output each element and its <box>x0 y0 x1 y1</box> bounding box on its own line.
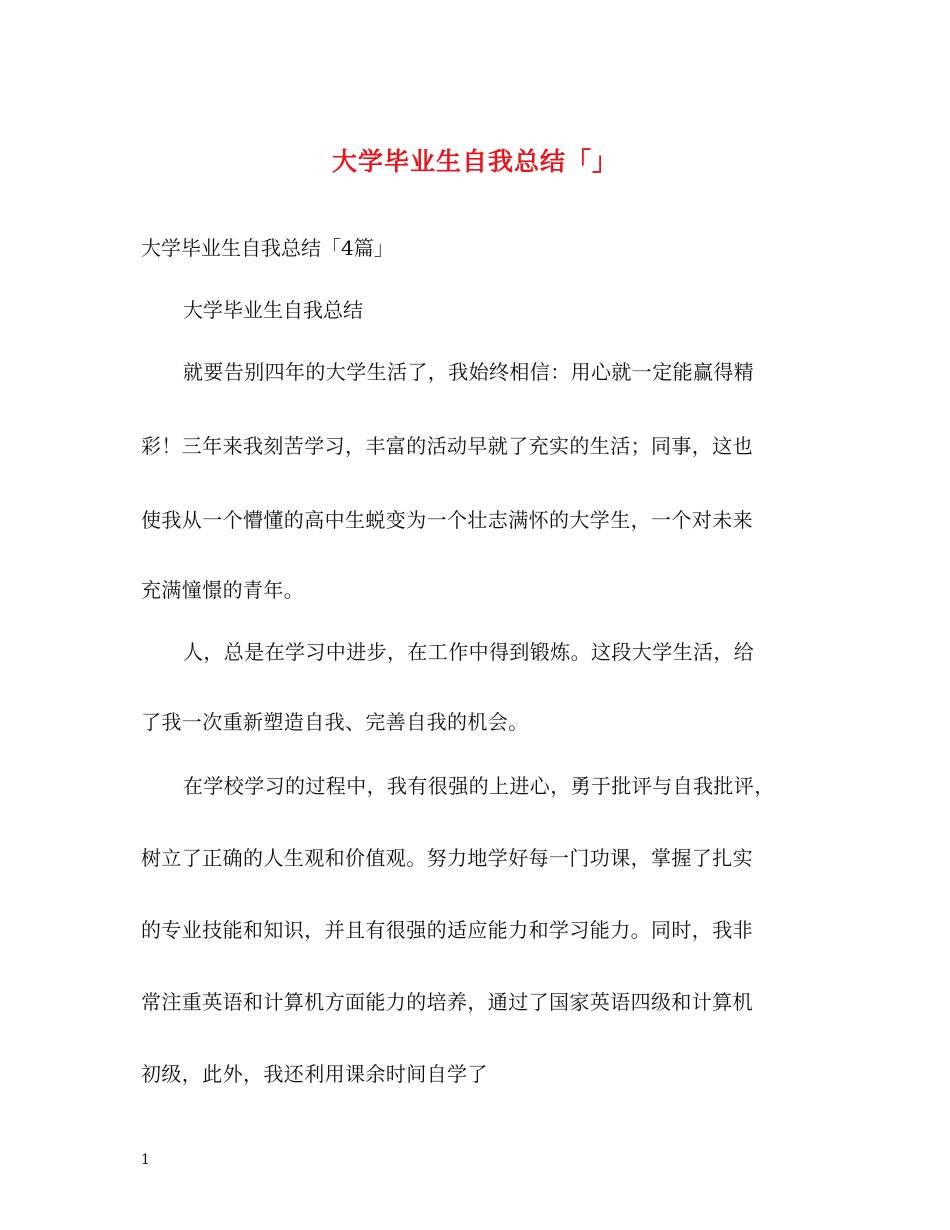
body-line: 在学校学习的过程中，我有很强的上进心，勇于批评与自我批评， <box>183 774 775 798</box>
body-line: 彩！三年来我刻苦学习，丰富的活动早就了充实的生活；同事，这也 <box>141 434 753 458</box>
body-line: 了我一次重新塑造自我、完善自我的机会。 <box>141 710 529 734</box>
body-line: 充满憧憬的青年。 <box>141 578 305 602</box>
body-line: 就要告别四年的大学生活了，我始终相信：用心就一定能赢得精 <box>183 360 755 384</box>
body-line: 人，总是在学习中进步，在工作中得到锻炼。这段大学生活，给 <box>183 640 755 664</box>
body-line: 树立了正确的人生观和价值观。努力地学好每一门功课，掌握了扎实 <box>141 846 753 870</box>
body-line: 的专业技能和知识，并且有很强的适应能力和学习能力。同时，我非 <box>141 918 753 942</box>
page-number: 1 <box>141 1152 150 1168</box>
body-line: 使我从一个懵懂的高中生蜕变为一个壮志满怀的大学生，一个对未来 <box>141 508 753 532</box>
body-line: 初级，此外，我还利用课余时间自学了 <box>141 1062 488 1086</box>
document-subtitle: 大学毕业生自我总结「4篇」 <box>141 236 394 260</box>
section-heading: 大学毕业生自我总结 <box>183 298 363 322</box>
body-line: 常注重英语和计算机方面能力的培养，通过了国家英语四级和计算机 <box>141 990 753 1014</box>
document-title: 大学毕业生自我总结「」 <box>331 147 618 176</box>
